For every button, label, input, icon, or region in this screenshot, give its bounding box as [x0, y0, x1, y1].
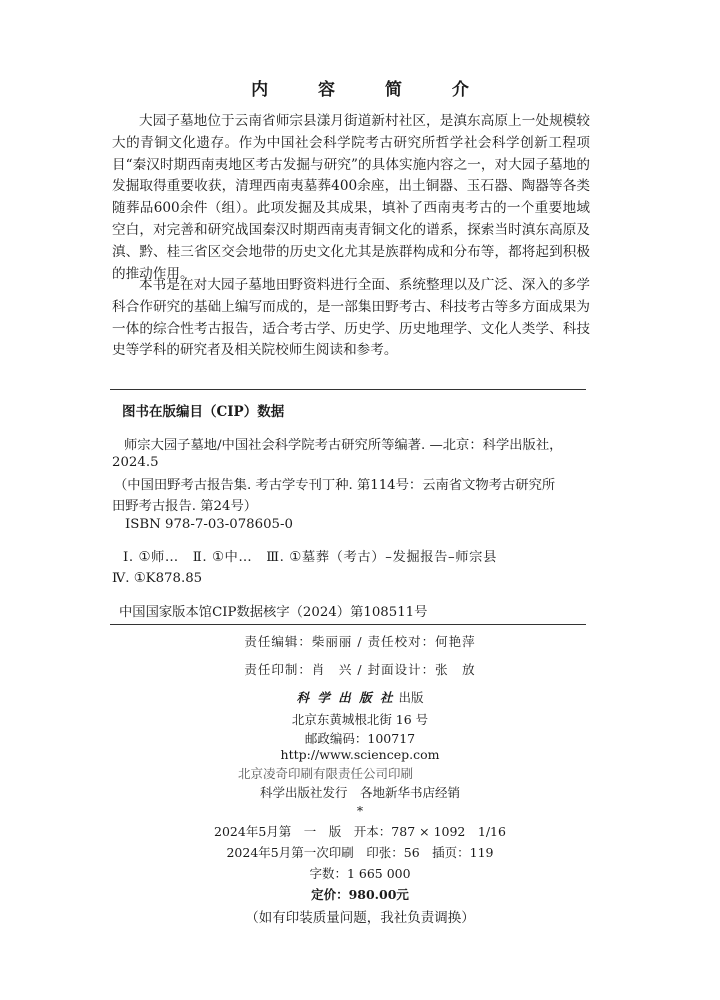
cip-line-4: 田野考古报告. 第24号）: [112, 499, 258, 514]
word-count: 字数：1 665 000: [309, 866, 411, 881]
quality-note: （如有印装质量问题，我社负责调换）: [245, 910, 475, 926]
cip-line-3: （中国田野考古报告集. 考古学专刊丁种. 第114号：云南省文物考古研究所: [114, 478, 556, 493]
cip-record-number: 中国国家版本馆CIP数据核字（2024）第108511号: [119, 605, 428, 620]
publisher-address: 北京东黄城根北街 16 号: [291, 712, 429, 727]
cip-classification-2: Ⅳ. ①K878.85: [112, 571, 203, 586]
cip-bottom-divider: [110, 624, 586, 625]
price: 定价：980.00元: [311, 887, 409, 902]
publisher-suffix: 出版: [398, 690, 424, 705]
cip-isbn: ISBN 978-7-03-078605-0: [125, 517, 293, 532]
cip-heading: 图书在版编目（CIP）数据: [122, 404, 285, 420]
cip-classification-1: Ⅰ. ①师… Ⅱ. ①中… Ⅲ. ①墓葬（考古）–发掘报告–师宗县: [123, 550, 497, 565]
credits-printing: 责任印制：肖 兴 / 封面设计：张 放: [244, 662, 476, 677]
publisher-postcode: 邮政编码：100717: [304, 731, 416, 746]
publisher-line: [0, 688, 720, 706]
summary-paragraph-2: 本书是在对大园子墓地田野资料进行全面、系统整理以及广泛、深入的多学科合作研究的基础上编写而成的，是一部集田野考古、科技考古等多方面成果为一体的综合性考古报告，适合考古学、历史学、历史地理学、文化人类学、科技史等学科的研究者及相关院校师生阅读和参考。: [112, 277, 590, 359]
publisher-logo: 科 学 出 版 社: [296, 690, 395, 705]
edition-line-1: 2024年5月第 一 版 开本：787 × 1092 1/16: [214, 824, 506, 839]
credits-editors: 责任编辑：柴丽丽 / 责任校对：何艳萍: [244, 634, 476, 649]
cip-line-1: 师宗大园子墓地/中国社会科学院考古研究所等编著. —北京：科学出版社，: [124, 438, 563, 453]
summary-paragraph-1: 大园子墓地位于云南省师宗县漾月街道新村社区，是滇东高原上一处规模较大的青铜文化遗存。作为中国社会科学院考古研究所哲学社会科学创新工程项目“秦汉时期西南夷地区考古发掘与研究”的具体实施内容之一，对大园子墓地的发掘取得重要收获，清理西南夷墓葬400余座，出土铜器、玉石器、陶器等各类随葬品600余件（组）。此项发掘及其成果，填补了西南夷考古的一个重要地域空白，对完善和研究战国秦汉时期西南夷青铜文化的谱系，探索当时滇东高原及滇、黔、桂三省区交会地带的历史文化尤其是族群构成和分布等，都将起到积极的推动作用。: [112, 113, 590, 282]
cip-top-divider: [110, 389, 586, 390]
distribution: 科学出版社发行 各地新华书店经销: [259, 785, 460, 800]
summary-title: 内 容 简 介: [251, 80, 491, 100]
publisher-url: http://www.sciencep.com: [280, 747, 440, 762]
edition-line-2: 2024年5月第一次印刷 印张：56 插页：119: [226, 845, 494, 860]
separator-star: *: [356, 803, 364, 818]
cip-line-2: 2024.5: [112, 455, 159, 470]
printer: 北京凌奇印刷有限责任公司印刷: [238, 766, 414, 781]
